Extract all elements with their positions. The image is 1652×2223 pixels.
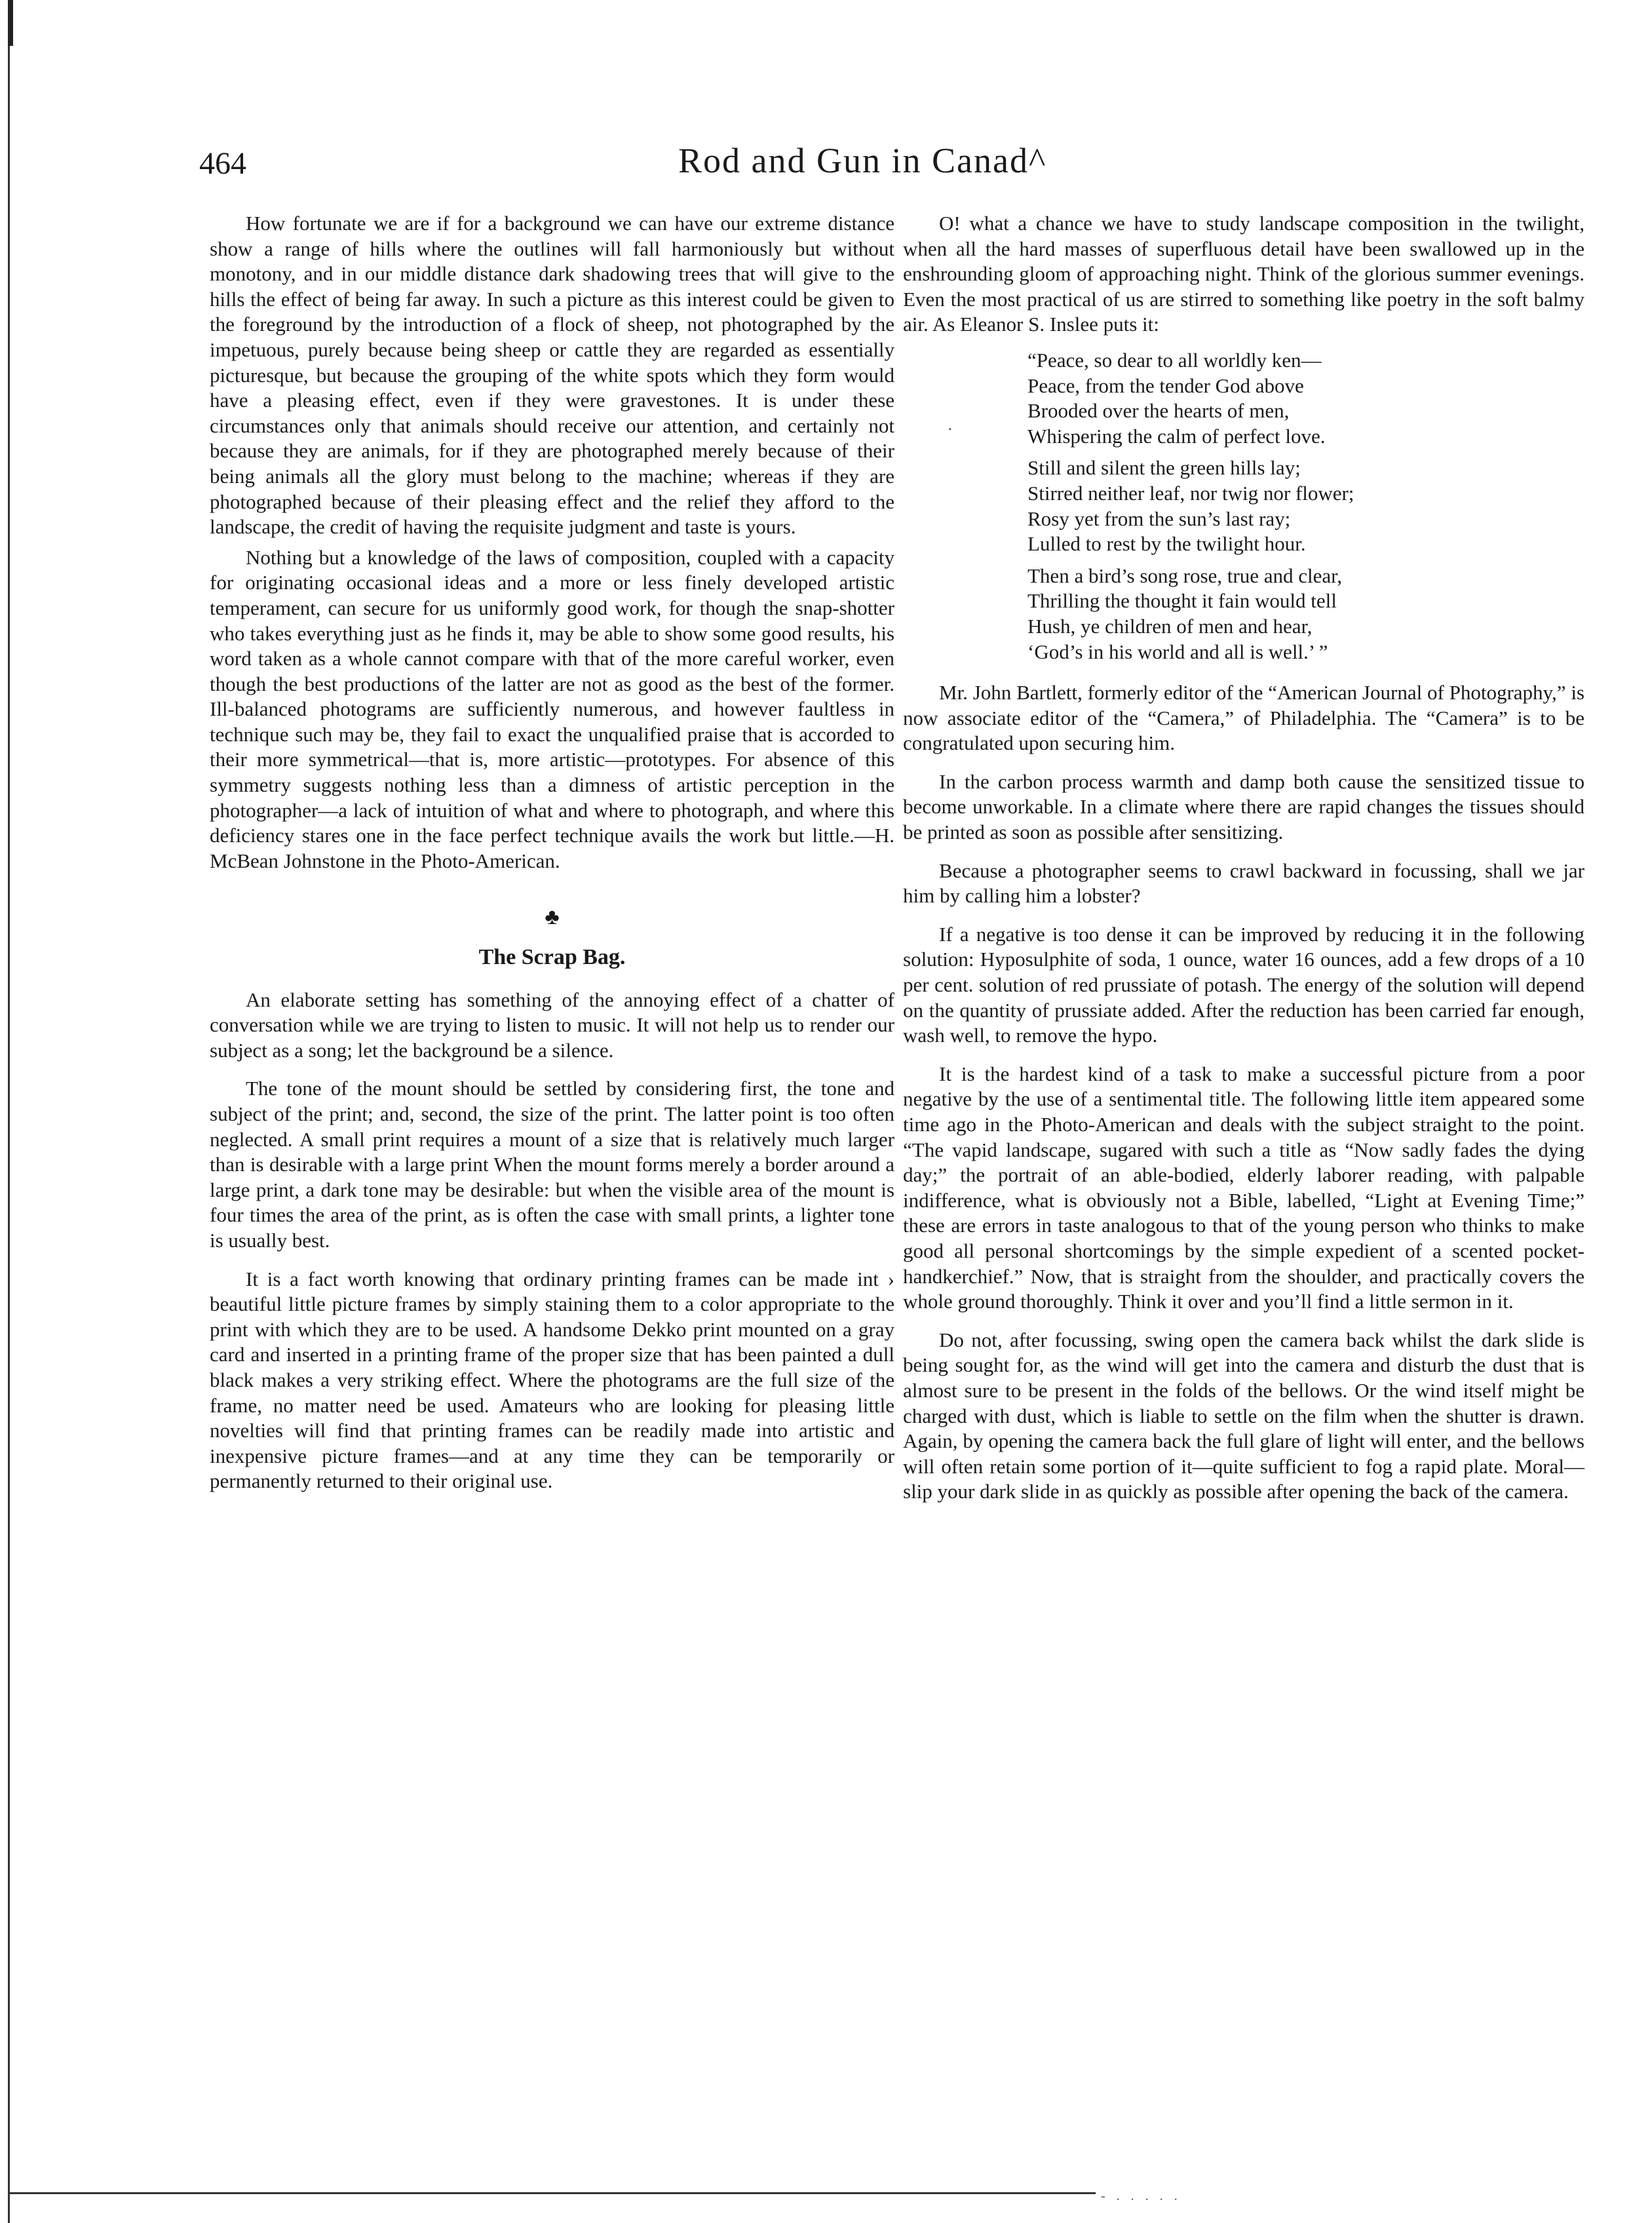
paragraph: It is a fact worth knowing that ordinary printing frames can be made int › beautiful little picture frames by simply staining them to a color appropriate to the print with which they are to be used. A handsome Dekko print mounted on a gray card and inserted in a printing frame of the proper size that has been painted a dull black makes a very striking effect. Where the photograms are the full size of the frame, no matter need be used. Amateurs who are looking for pleasing little novelties will find that printing frames can be readily made into artistic and inexpensive picture frames—and at any time they can be temporarily or permanently returned to their original use.	[210, 1267, 894, 1493]
paragraph: Nothing but a knowledge of the laws of composition, coupled with a capacity for originating occasional ideas and a more or less finely developed artistic temperament, can secure for us uniformly good work, for though the snap-shotter who takes everything just as he finds it, may be able to show some good results, his word taken as a whole cannot compare with that of the more careful worker, even though the best productions of the latter are not as good as the best of the former. Ill-balanced photograms are sufficiently numerous, and however faultless in technique such may be, they fail to exact the unqualified praise that is accorded to their more symmetrical—that is, more artistic—prototypes. For absence of this symmetry suggests nothing less than a dimness of artistic perception in the photographer—a lack of intuition of what and where to photograph, and where this deficiency stares one in the face perfect technique avails the work but little.—H. McBean Johnstone in the Photo-American.	[210, 545, 894, 872]
poem-line: Then a bird’s song rose, true and clear,	[1028, 564, 1342, 587]
poem-line: Peace, from the tender God above	[1028, 374, 1304, 397]
right-column	[903, 211, 1585, 1513]
poem	[903, 348, 1585, 665]
paragraph: If a negative is too dense it can be improved by reducing it in the following solution: Hyposulphite of soda, 1 ounce, water 16 ounces, add a few drops of a 10 per cent. solution of red prussiate of potash. The energy of the solution will depend on the quantity of prussiate added. After the reduction has been carried far enough, wash well, to remove the hypo.	[903, 922, 1585, 1047]
page-number: 464	[199, 146, 246, 181]
poem-line: Whispering the calm of perfect love.	[1028, 424, 1326, 448]
poem-line: Stirred neither leaf, nor twig nor flower;	[1028, 481, 1354, 505]
bottom-dots: - . . . . .	[1101, 2189, 1181, 2203]
paragraph: An elaborate setting has something of the annoying effect of a chatter of conversation while we are trying to listen to music. It will not help us to render our subject as a song; let the background be a silence.	[210, 988, 894, 1062]
poem-line: Rosy yet from the sun’s last ray;	[1028, 507, 1291, 530]
poem-line: ‘God’s in his world and all is well.’ ”	[1028, 640, 1328, 663]
running-title: Rod and Gun in Canad^	[678, 141, 1047, 180]
paragraph: O! what a chance we have to study landscape composition in the twilight, when all the hard masses of superfluous detail have been swallowed up in the enshrounding gloom of approaching night. Think of the glorious summer evenings. Even the most practical of us are stirred to something like poetry in the soft balmy air. As Eleanor S. Inslee puts it:	[903, 212, 1585, 336]
paragraph: Because a photographer seems to crawl backward in focussing, shall we jar him by calling him a lobster?	[903, 859, 1585, 908]
bullet-mark: ·	[948, 421, 953, 437]
poem-stanza	[903, 348, 1585, 449]
poem-stanza	[903, 564, 1585, 665]
section-ornament: ♣	[545, 905, 560, 930]
paragraph: How fortunate we are if for a background we can have our extreme distance show a range of hills where the outlines will fall harmoniously but without monotony, and in our middle distance dark shadowing trees that will give to the hills the effect of being far away. In such a picture as this interest could be given to the foreground by the introduction of a flock of sheep, not photographed by the impetuous, purely because being sheep or cattle they are regarded as essentially picturesque, but because the grouping of the white spots which they form would have a pleasing effect, even if they were gravestones. It is under these circumstances only that animals should receive our attention, and certainly not because they are animals, for if they are photographed merely because of their being animals all the glory must belong to the machine; whereas if they are photographed because of their pleasing effect and the relief they afford to the landscape, the credit of having the requisite judgment and taste is yours.	[210, 212, 894, 539]
left-margin-rule	[8, 0, 10, 2223]
poem-line: Thrilling the thought it fain would tell	[1028, 589, 1337, 613]
paragraph: Mr. John Bartlett, formerly editor of the “American Journal of Photography,” is now associate editor of the “Camera,” of Philadelphia. The “Camera” is to be congratulated upon securing him.	[903, 681, 1585, 755]
bottom-rule	[8, 2192, 1096, 2194]
paragraph: The tone of the mount should be settled by considering first, the tone and subject of the print; and, second, the size of the print. The latter point is too often neglected. A small print requires a mount of a size that is relatively much larger than is desirable with a large print When the mount forms merely a border around a large print, a dark tone may be desirable: but when the visible area of the mount is four times the area of the print, as is often the case with small prints, a lighter tone is usually best.	[210, 1077, 894, 1252]
paragraph: It is the hardest kind of a task to make a successful picture from a poor negative by the use of a sentimental title. The following little item appeared some time ago in the Photo-American and deals with the subject straight to the point. “The vapid landscape, sugared with such a title as “Now sadly fades the dying day;” the portrait of an able-bodied, elderly laborer reading, with palpable indifference, what is obviously not a Bible, labelled, “Light at Evening Time;” these are errors in taste analogous to that of the young person who thinks to make good all personal shortcomings by the simple expedient of a scented pocket-handkerchief.” Now, that is straight from the shoulder, and practically covers the whole ground thoroughly. Think it over and you’ll find a little sermon in it.	[903, 1062, 1585, 1313]
paragraph: In the carbon process warmth and damp both cause the sensitized tissue to become unworkable. In a climate where there are rapid changes the tissues should be printed as soon as possible after sensitizing.	[903, 769, 1585, 844]
poem-line: Lulled to rest by the twilight hour.	[1028, 532, 1306, 556]
left-margin-mark	[8, 0, 13, 46]
poem-line: Brooded over the hearts of men,	[1028, 399, 1290, 423]
poem-stanza	[903, 455, 1585, 556]
left-column	[210, 211, 894, 1494]
paragraph: Do not, after focussing, swing open the camera back whilst the dark slide is being sought for, as the wind will get into the camera and disturb the dust that is almost sure to be present in the folds of the bellows. Or the wind itself might be charged with dust, which is liable to settle on the film when the shutter is drawn. Again, by opening the camera back the full glare of light will enter, and the bellows will often retain some portion of it—quite sufficient to fog a rapid plate. Moral—slip your dark slide in as quickly as possible after opening the back of the camera.	[903, 1328, 1585, 1503]
section-title: The Scrap Bag.	[478, 945, 626, 970]
poem-line: Still and silent the green hills lay;	[1028, 456, 1301, 480]
poem-line: “Peace, so dear to all worldly ken—	[1028, 348, 1322, 372]
poem-line: Hush, ye children of men and hear,	[1028, 614, 1313, 638]
